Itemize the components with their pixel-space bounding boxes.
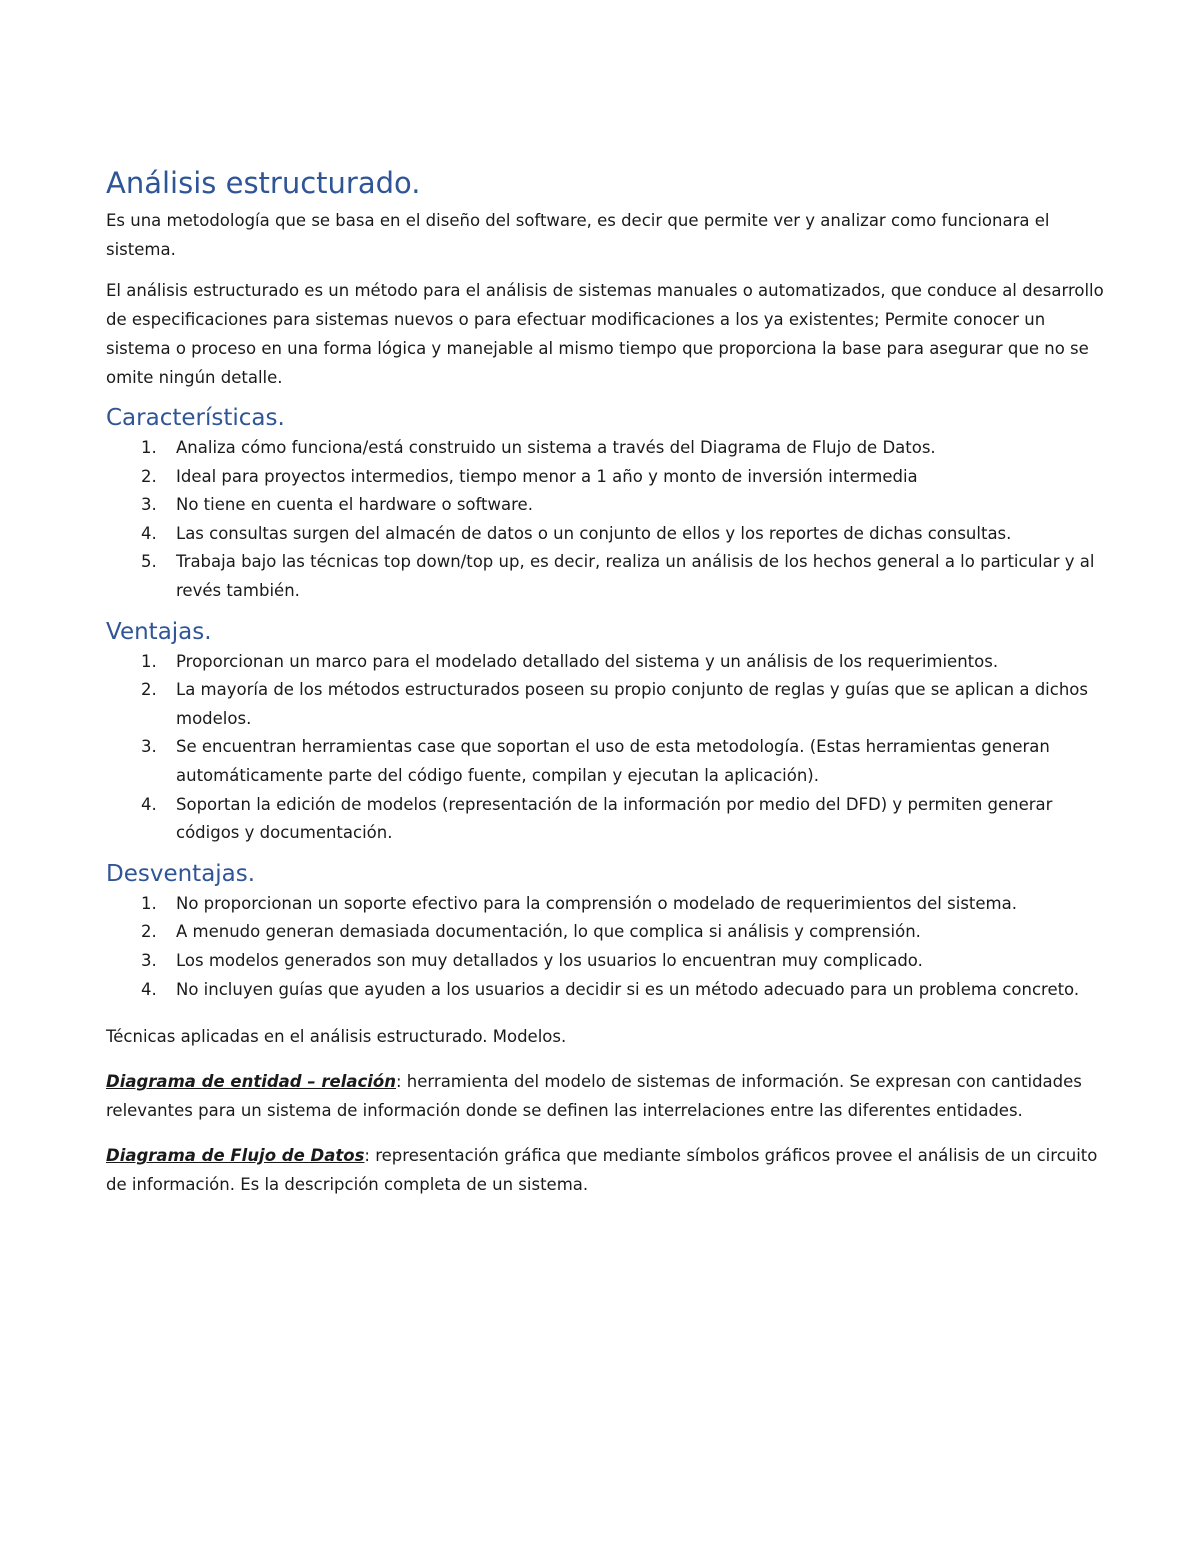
der-term: Diagrama de entidad – relación xyxy=(106,1072,396,1092)
list-item xyxy=(106,733,1106,790)
list-item xyxy=(106,791,1106,848)
dfd-term: Diagrama de Flujo de Datos xyxy=(106,1146,365,1166)
desventajas-heading: Desventajas. xyxy=(106,860,256,887)
intro-paragraph-1: Es una metodología que se basa en el diseño del software, es decir que permite ver y analizar como funcionara el sistema. xyxy=(106,211,1050,259)
list-number: 1. xyxy=(141,893,157,913)
list-number: 2. xyxy=(141,922,157,942)
desventajas-list xyxy=(106,890,1106,1004)
intro-paragraph-2: El análisis estructurado es un método para el análisis de sistemas manuales o automatizados, que conduce al desarrollo de especificaciones para sistemas nuevos o para efectuar modificaciones a los ya existentes; Permite conocer un sistema o proceso en una forma lógica y manejable al mismo tiempo que proporciona la base para asegurar que no se omite ningún detalle. xyxy=(106,281,1104,387)
list-number: 2. xyxy=(141,680,157,700)
list-text: Soportan la edición de modelos (representación de la información por medio del DFD) y permiten generar códigos y documentación. xyxy=(176,794,1053,843)
list-text: No tiene en cuenta el hardware o software. xyxy=(176,495,533,515)
list-item xyxy=(106,890,1106,919)
caracteristicas-list xyxy=(106,434,1106,606)
list-item xyxy=(106,520,1106,549)
list-text: Analiza cómo funciona/está construido un sistema a través del Diagrama de Flujo de Datos. xyxy=(176,438,936,457)
tecnicas-paragraph: Técnicas aplicadas en el análisis estructurado. Modelos. xyxy=(106,1027,567,1047)
der-paragraph xyxy=(106,1067,1106,1125)
list-text: Las consultas surgen del almacén de datos o un conjunto de ellos y los reportes de dichas consultas. xyxy=(176,523,1012,543)
document-page xyxy=(106,160,1106,1199)
ventajas-list xyxy=(106,648,1106,848)
list-item xyxy=(106,463,1106,492)
list-text: Ideal para proyectos intermedios, tiempo menor a 1 año y monto de inversión intermedia xyxy=(176,466,918,486)
list-number: 1. xyxy=(141,438,157,457)
list-text: Se encuentran herramientas case que soportan el uso de esta metodología. (Estas herramientas generan automáticamente parte del código fuente, compilan y ejecutan la aplicación). xyxy=(176,737,1050,785)
list-item xyxy=(106,548,1106,605)
list-number: 4. xyxy=(141,979,157,999)
list-number: 4. xyxy=(141,794,157,814)
list-item xyxy=(106,676,1106,733)
list-text: Proporcionan un marco para el modelado detallado del sistema y un análisis de los requerimientos. xyxy=(176,651,999,671)
dfd-text: : representación gráfica que mediante símbolos gráficos provee el análisis de un circuito de información. Es la descripción completa de un sistema. xyxy=(106,1146,1098,1195)
list-text: A menudo generan demasiada documentación, lo que complica si análisis y comprensión. xyxy=(176,922,921,942)
list-number: 3. xyxy=(141,950,157,970)
list-text: No proporcionan un soporte efectivo para la comprensión o modelado de requerimientos del sistema. xyxy=(176,893,1017,913)
caracteristicas-heading: Características. xyxy=(106,405,285,431)
list-number: 5. xyxy=(141,552,157,572)
list-item xyxy=(106,918,1106,947)
list-number: 2. xyxy=(141,466,157,486)
document-title: Análisis estructurado. xyxy=(106,166,421,200)
list-item xyxy=(106,976,1106,1005)
list-text: La mayoría de los métodos estructurados poseen su propio conjunto de reglas y guías que se aplican a dichos modelos. xyxy=(176,680,1088,728)
list-text: Trabaja bajo las técnicas top down/top up, es decir, realiza un análisis de los hechos general a lo particular y al revés también. xyxy=(176,552,1095,600)
ventajas-heading: Ventajas. xyxy=(106,618,212,645)
list-text: Los modelos generados son muy detallados y los usuarios lo encuentran muy complicado. xyxy=(176,950,923,970)
list-text: No incluyen guías que ayuden a los usuarios a decidir si es un método adecuado para un problema concreto. xyxy=(176,979,1080,999)
list-number: 3. xyxy=(141,495,157,515)
list-item xyxy=(106,648,1106,677)
dfd-paragraph xyxy=(106,1141,1106,1199)
der-text: : herramienta del modelo de sistemas de información. Se expresan con cantidades relevantes para un sistema de información donde se definen las interrelaciones entre las diferentes entidades. xyxy=(106,1072,1082,1121)
list-item xyxy=(106,947,1106,976)
list-number: 3. xyxy=(141,737,157,757)
list-number: 1. xyxy=(141,651,157,671)
list-number: 4. xyxy=(141,523,157,543)
list-item xyxy=(106,491,1106,520)
list-item xyxy=(106,434,1106,463)
